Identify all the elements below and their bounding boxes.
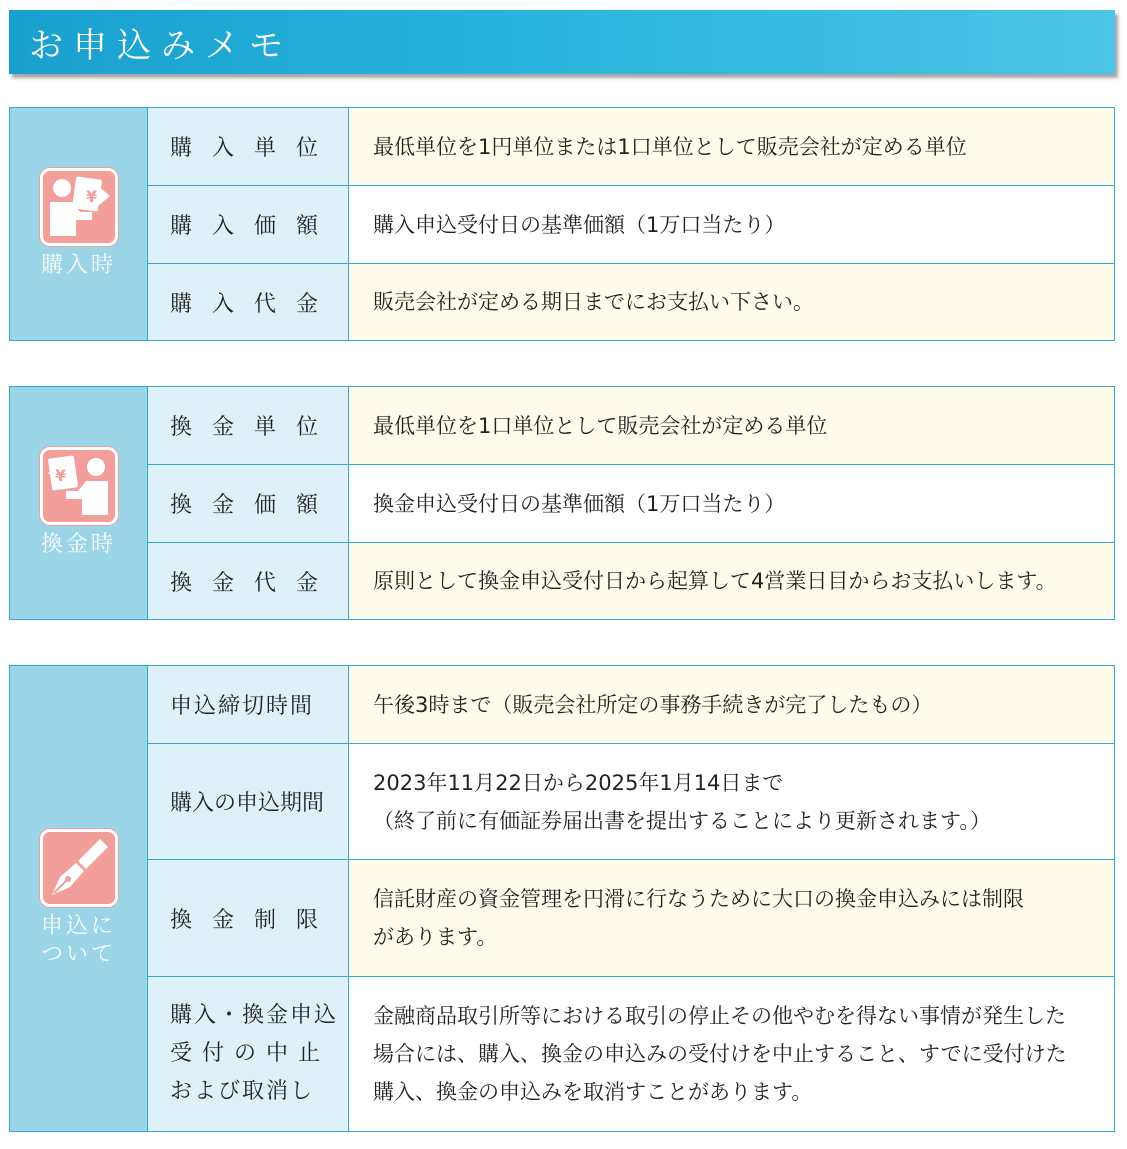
page-title: お申込みメモ: [29, 25, 293, 66]
row-value: [349, 387, 1114, 464]
table-row: [148, 186, 1114, 264]
row-label: 購入単位: [148, 108, 349, 185]
value-line: 購入申込受付日の基準価額（1万口当たり）: [373, 212, 786, 237]
table-row: [148, 860, 1114, 977]
value-line: 最低単位を1口単位として販売会社が定める単位: [373, 413, 828, 438]
row-label: 換金価額: [148, 465, 349, 542]
value-line: 午後3時まで（販売会社所定の事務手続きが完了したもの）: [373, 692, 933, 717]
value-line: 最低単位を1円単位または1口単位として販売会社が定める単位: [373, 134, 967, 159]
row-label: [148, 977, 349, 1131]
table-row: [148, 108, 1114, 186]
row-label: 換金制限: [148, 860, 349, 976]
row-label: 購入価額: [148, 186, 349, 263]
value-line: 販売会社が定める期日までにお支払い下さい。: [373, 290, 814, 314]
person-yen-purchase-icon: [40, 168, 118, 246]
row-label: 購入代金: [148, 264, 349, 340]
table-row: [148, 977, 1114, 1131]
row-value: [349, 264, 1114, 340]
value-line: 換金申込受付日の基準価額（1万口当たり）: [373, 491, 786, 516]
row-label: 換金単位: [148, 387, 349, 464]
row-label: 購入の申込期間: [148, 744, 349, 859]
value-line: 原則として換金申込受付日から起算して4営業日目からお支払いします。: [373, 569, 1057, 593]
person-yen-redemption-icon: [40, 447, 118, 525]
row-label: 換金代金: [148, 543, 349, 619]
section-redemption-header: [10, 387, 148, 619]
value-line: 信託財産の資金管理を円滑に行なうために大口の換金申込みには制限: [373, 887, 1024, 911]
section-redemption-label: 換金時: [40, 532, 116, 558]
row-value: [349, 860, 1114, 976]
table-row: [148, 666, 1114, 744]
svg-text:¥: ¥: [85, 187, 97, 207]
row-label: 申込締切時間: [148, 666, 349, 743]
value-line: （終了前に有価証券届出書を提出することにより更新されます。）: [373, 808, 991, 833]
row-value: [349, 543, 1114, 619]
value-line: 場合には、購入、換金の申込みの受付けを中止すること、すでに受付けた: [373, 1042, 1067, 1066]
table-row: [148, 543, 1114, 619]
value-line: 2023年11月22日から2025年1月14日まで: [373, 770, 784, 795]
row-value: [349, 186, 1114, 263]
value-line: があります。: [373, 925, 498, 949]
value-line: 金融商品取引所等における取引の停止その他やむを得ない事情が発生した: [373, 1004, 1066, 1028]
svg-text:¥: ¥: [54, 466, 66, 486]
table-row: [148, 465, 1114, 543]
table-row: [148, 264, 1114, 340]
row-value: [349, 977, 1114, 1131]
section-label-line: 申込に: [40, 914, 116, 939]
title-bar: [9, 10, 1115, 74]
section-purchase: [9, 107, 1115, 341]
fountain-pen-icon: [40, 829, 118, 907]
section-application-label: [41, 913, 116, 968]
table-row: [148, 387, 1114, 465]
section-application: [9, 665, 1115, 1132]
section-purchase-label: 購入時: [40, 253, 116, 279]
value-line: 購入、換金の申込みを取消すことがあります。: [373, 1080, 813, 1104]
section-redemption: [9, 386, 1115, 620]
row-value: [349, 666, 1114, 743]
row-value: [349, 108, 1114, 185]
table-row: [148, 744, 1114, 860]
row-value: [349, 465, 1114, 542]
label-line: および取消し: [170, 1079, 315, 1104]
label-line: 受付の中止: [170, 1041, 331, 1066]
label-line: 購入・換金申込: [170, 1003, 339, 1028]
row-value: [349, 744, 1114, 859]
section-application-header: [10, 666, 148, 1131]
section-label-line: ついて: [40, 941, 116, 967]
section-purchase-header: [10, 108, 148, 340]
